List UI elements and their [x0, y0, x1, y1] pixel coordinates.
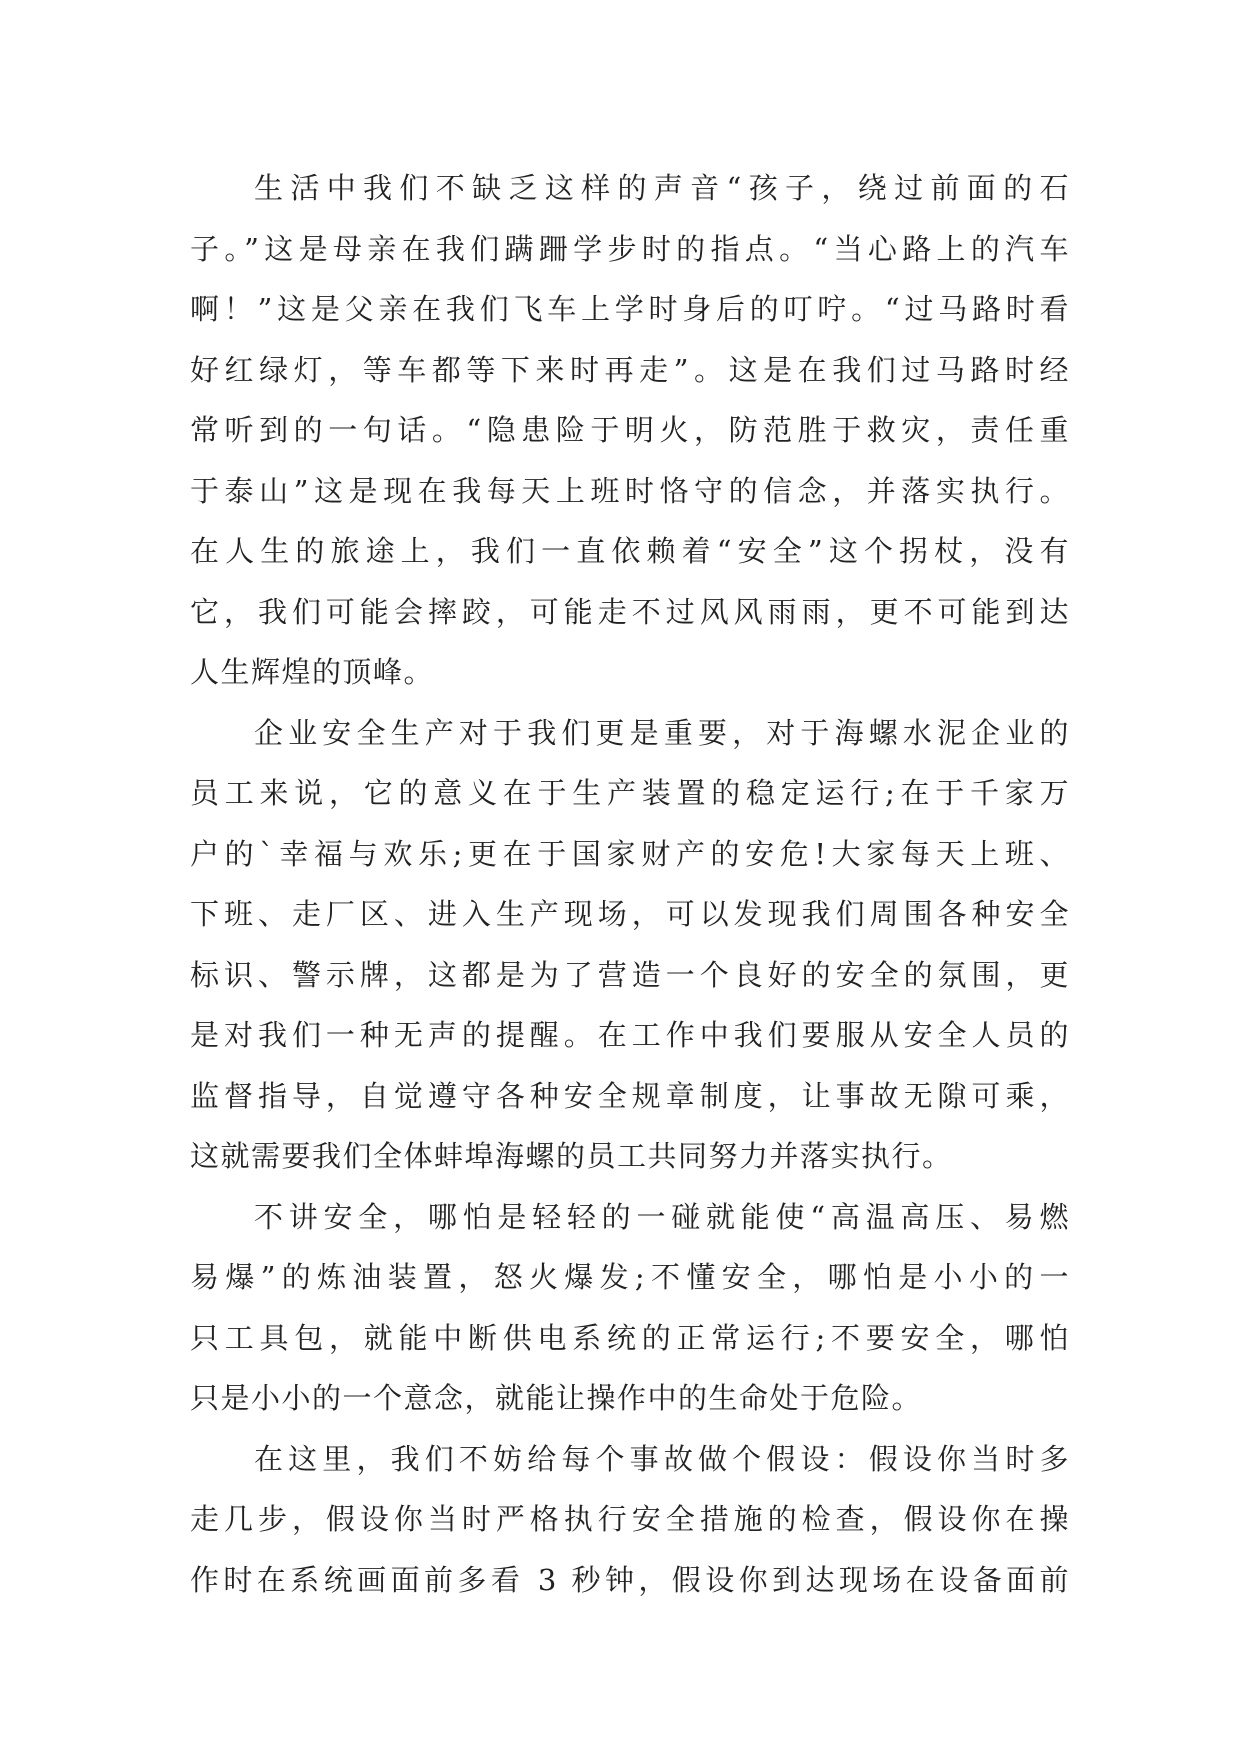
text-line: 不讲安全，哪怕是轻轻的一碰就能使“高温高压、易燃 [254, 1199, 1070, 1234]
text-line: 监督指导，自觉遵守各种安全规章制度，让事故无隙可乘， [190, 1078, 1070, 1113]
text-line: 只是小小的一个意念，就能让操作中的生命处于危险。 [190, 1381, 923, 1415]
text-line: 易爆”的炼油装置，怒火爆发;不懂安全，哪怕是小小的一 [190, 1260, 1070, 1294]
text-line: 员工来说，它的意义在于生产装置的稳定运行;在于千家万 [190, 776, 1070, 810]
text-line: 下班、走厂区、进入生产现场，可以发现我们周围各种安全 [190, 897, 1070, 931]
text-line: 走几步，假设你当时严格执行安全措施的检查，假设你在操 [190, 1502, 1070, 1536]
text-line: 是对我们一种无声的提醒。在工作中我们要服从安全人员的 [190, 1018, 1070, 1052]
text-line: 于泰山”这是现在我每天上班时恪守的信念，并落实执行。 [190, 473, 1070, 508]
text-line: 户的`幸福与欢乐;更在于国家财产的安危!大家每天上班、 [190, 836, 1070, 871]
text-line: 标识、警示牌，这都是为了营造一个良好的安全的氛围，更 [190, 957, 1070, 992]
text-line: 在这里，我们不妨给每个事故做个假设：假设你当时多 [254, 1441, 1070, 1476]
text-line: 啊！”这是父亲在我们飞车上学时身后的叮咛。“过马路时看 [190, 292, 1070, 326]
text-line: 在人生的旅途上，我们一直依赖着“安全”这个拐杖，没有 [190, 534, 1070, 568]
text-line: 只工具包，就能中断供电系统的正常运行;不要安全，哪怕 [190, 1320, 1070, 1355]
text-line: 子。”这是母亲在我们蹒跚学步时的指点。“当心路上的汽车 [190, 231, 1070, 266]
text-line: 生活中我们不缺乏这样的声音“孩子，绕过前面的石 [254, 171, 1070, 205]
text-line: 人生辉煌的顶峰。 [190, 655, 435, 689]
text-line: 作时在系统画面前多看 3 秒钟，假设你到达现场在设备面前 [190, 1562, 1070, 1597]
text-line: 常听到的一句话。“隐患险于明火，防范胜于救灾，责任重 [190, 413, 1070, 447]
document-body [190, 158, 1070, 1610]
text-line: 它，我们可能会摔跤，可能走不过风风雨雨，更不可能到达 [190, 594, 1070, 629]
text-line: 企业安全生产对于我们更是重要，对于海螺水泥企业的 [254, 715, 1070, 750]
text-line: 这就需要我们全体蚌埠海螺的员工共同努力并落实执行。 [190, 1139, 953, 1173]
text-line: 好红绿灯，等车都等下来时再走”。这是在我们过马路时经 [190, 352, 1070, 387]
